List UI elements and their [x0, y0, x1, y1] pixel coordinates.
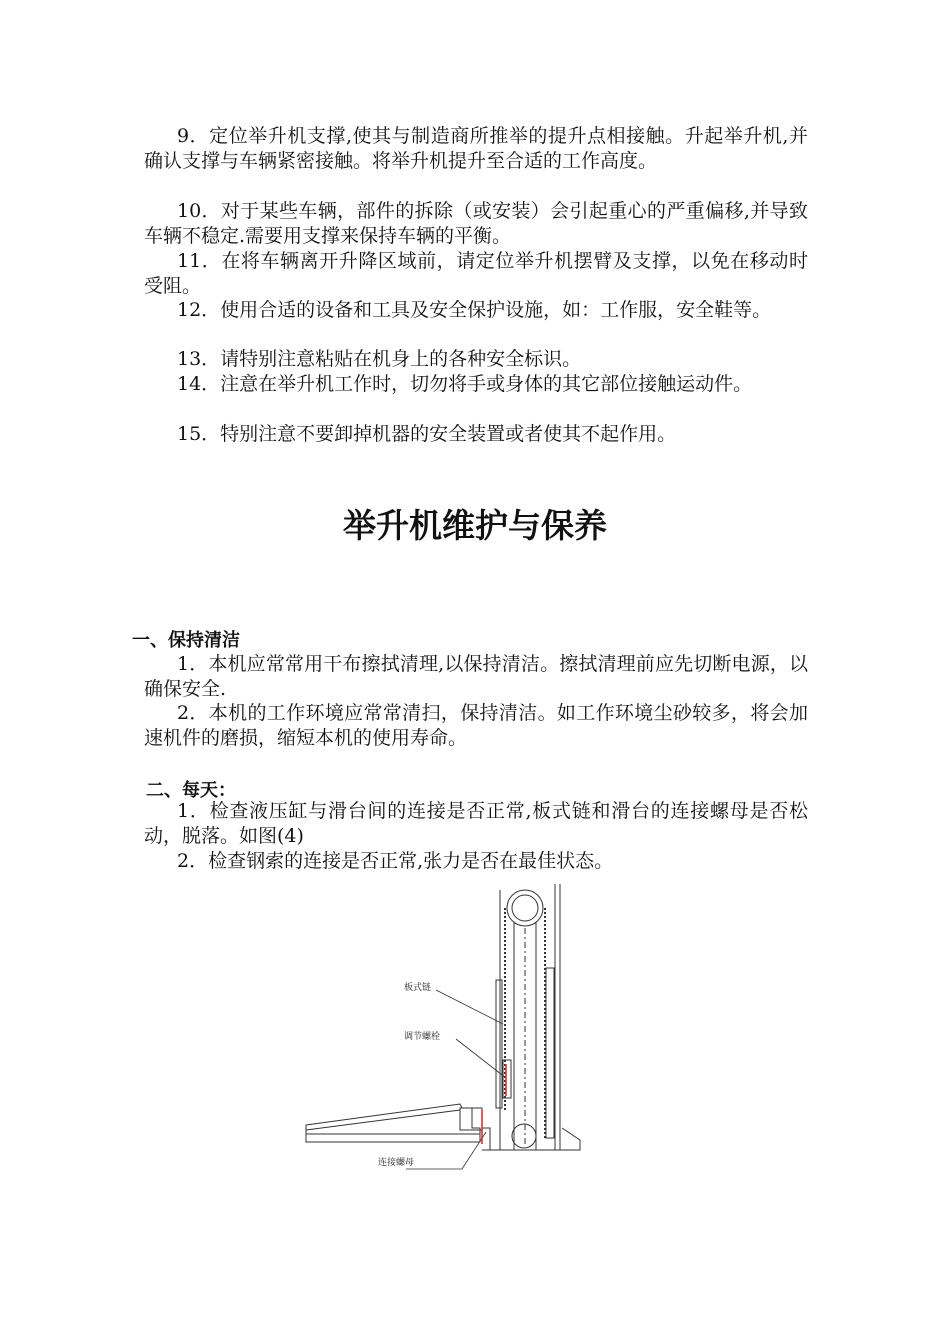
safety-item-13: 13．请特别注意粘贴在机身上的各种安全标识。 — [177, 348, 582, 370]
daily-item-1: 1．检查液压缸与滑台间的连接是否正常,板式链和滑台的连接螺母是否松动，脱落。如图(4) — [144, 800, 808, 847]
label-chain: 板式链 — [404, 983, 432, 993]
label-adjust-bolt: 调节螺栓 — [404, 1032, 441, 1042]
label-connect-nut: 连接螺母 — [378, 1158, 415, 1168]
lift-column-diagram — [300, 882, 600, 1182]
safety-item-15: 15．特别注意不要卸掉机器的安全装置或者使其不起作用。 — [177, 423, 677, 445]
safety-item-11: 11．在将车辆离开升降区域前，请定位举升机摆臂及支撑，以免在移动时受阻。 — [144, 250, 808, 297]
safety-item-10: 10．对于某些车辆，部件的拆除（或安装）会引起重心的严重偏移,并导致车辆不稳定.需要用支撑来保持车辆的平衡。 — [144, 200, 808, 247]
page-title: 举升机维护与保养 — [343, 506, 607, 545]
clean-item-2: 2．本机的工作环境应常常清扫，保持清洁。如工作环境尘砂较多，将会加速机件的磨损，缩短本机的使用寿命。 — [144, 702, 808, 749]
safety-item-12: 12．使用合适的设备和工具及安全保护设施，如：工作服，安全鞋等。 — [177, 299, 772, 321]
safety-item-9: 9．定位举升机支撑,使其与制造商所推举的提升点相接触。升起举升机,并确认支撑与车辆紧密接触。将举升机提升至合适的工作高度。 — [144, 125, 808, 172]
safety-item-14: 14．注意在举升机工作时，切勿将手或身体的其它部位接触运动件。 — [177, 373, 753, 395]
daily-item-2: 2．检查钢索的连接是否正常,张力是否在最佳状态。 — [177, 850, 614, 872]
section-heading-clean: 一、保持清洁 — [132, 630, 240, 651]
clean-item-1: 1．本机应常常用干布擦拭清理,以保持清洁。擦拭清理前应先切断电源，以确保安全. — [144, 653, 808, 700]
section-heading-daily: 二、每天： — [146, 780, 236, 801]
